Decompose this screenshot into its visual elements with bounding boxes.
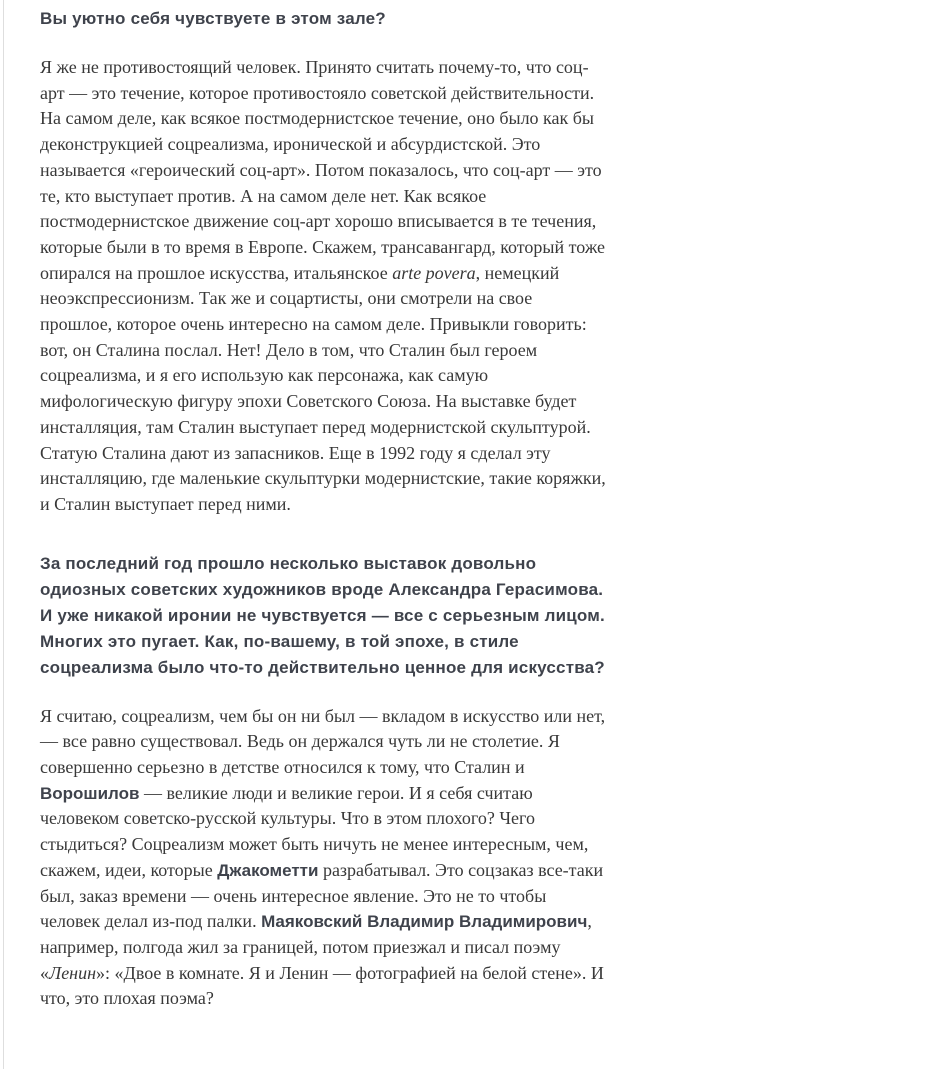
left-column-rule — [3, 0, 4, 1069]
entity-name: Маяковский Владимир Владимирович — [261, 912, 588, 932]
interview-question: Вы уютно себя чувствуете в этом зале? — [40, 9, 386, 28]
entity-name: Ворошилов — [40, 783, 140, 803]
italic-term: arte povera — [392, 262, 476, 283]
entity-name: Джакометти — [217, 860, 319, 880]
answer-text: Я же не противостоящий человек. Принято считать почему-то, что соц-арт — это течение, которое противостояло советской действительности. На самом деле, как всякое постмодернистское течение, оно было как бы деконструкцией соцреализма, иронической и абсурдистской. Это называется «героический соц-арт». Потом показалось, что соц-арт — это те, кто выступает против. А на самом деле нет. Как всякое постмодернистское движение соц-арт хорошо вписывается в те течения, которые были в то время в Европе. Скажем, трансавангард, который тоже опирался на прошлое искусства, итальянское — [40, 57, 606, 283]
answer-text: разрабатывал. Это соцзаказ все-таки был, заказ времени — очень интересное явление. Это не то чтобы человек делал из-под палки. — [40, 859, 604, 932]
italic-term: Ленин — [49, 962, 97, 983]
answer-text: , немецкий неоэкспрессионизм. Так же и соцартисты, они смотрели на свое прошлое, которое очень интересно на самом деле. Привыкли говорить: вот, он Сталина послал. Нет! Дело в том, что Сталин был героем соцреализма, и я его использую как персонажа, как самую мифологическую фигуру эпохи Советского Союза. На выставке будет инсталляция, там Сталин выступает перед модернистской скульптурой. Статую Сталина дают из запасников. Еще в 1992 году я сделал эту инсталляцию, где маленькие скульптурки модернистские, такие коряжки, и Сталин выступает перед ними. — [40, 262, 606, 514]
answer-text: — великие люди и великие герои. И я себя считаю человеком советско-русской культуры. Что в этом плохого? Чего стыдиться? Соцреализм может быть ничуть не менее интересным, чем, скажем, идеи, которые — [40, 782, 589, 880]
answer-text: »: «Двое в комнате. Я и Ленин — фотографией на белой стене». И что, это плохая поэма? — [40, 962, 604, 1009]
interview-answer — [40, 55, 608, 518]
answer-text: Я считаю, соцреализм, чем бы он ни был — вкладом в искусство или нет, — все равно существовал. Ведь он держался чуть ли не столетие. Я совершенно серьезно в детстве относился к тому, что Сталин и — [40, 705, 606, 778]
interview-question: За последний год прошло несколько выставок довольно одиозных советских художников вроде Александра Герасимова. И уже никакой иронии не чувствуется — все с серьезным лицом. Многих это пугает. Как, по-вашему, в той эпохе, в стиле соцреализма было что-то действительно ценное для искусства? — [40, 553, 605, 677]
interview-answer — [40, 704, 608, 1012]
answer-text: , например, полгода жил за границей, потом приезжал и писал поэму « — [40, 911, 592, 983]
